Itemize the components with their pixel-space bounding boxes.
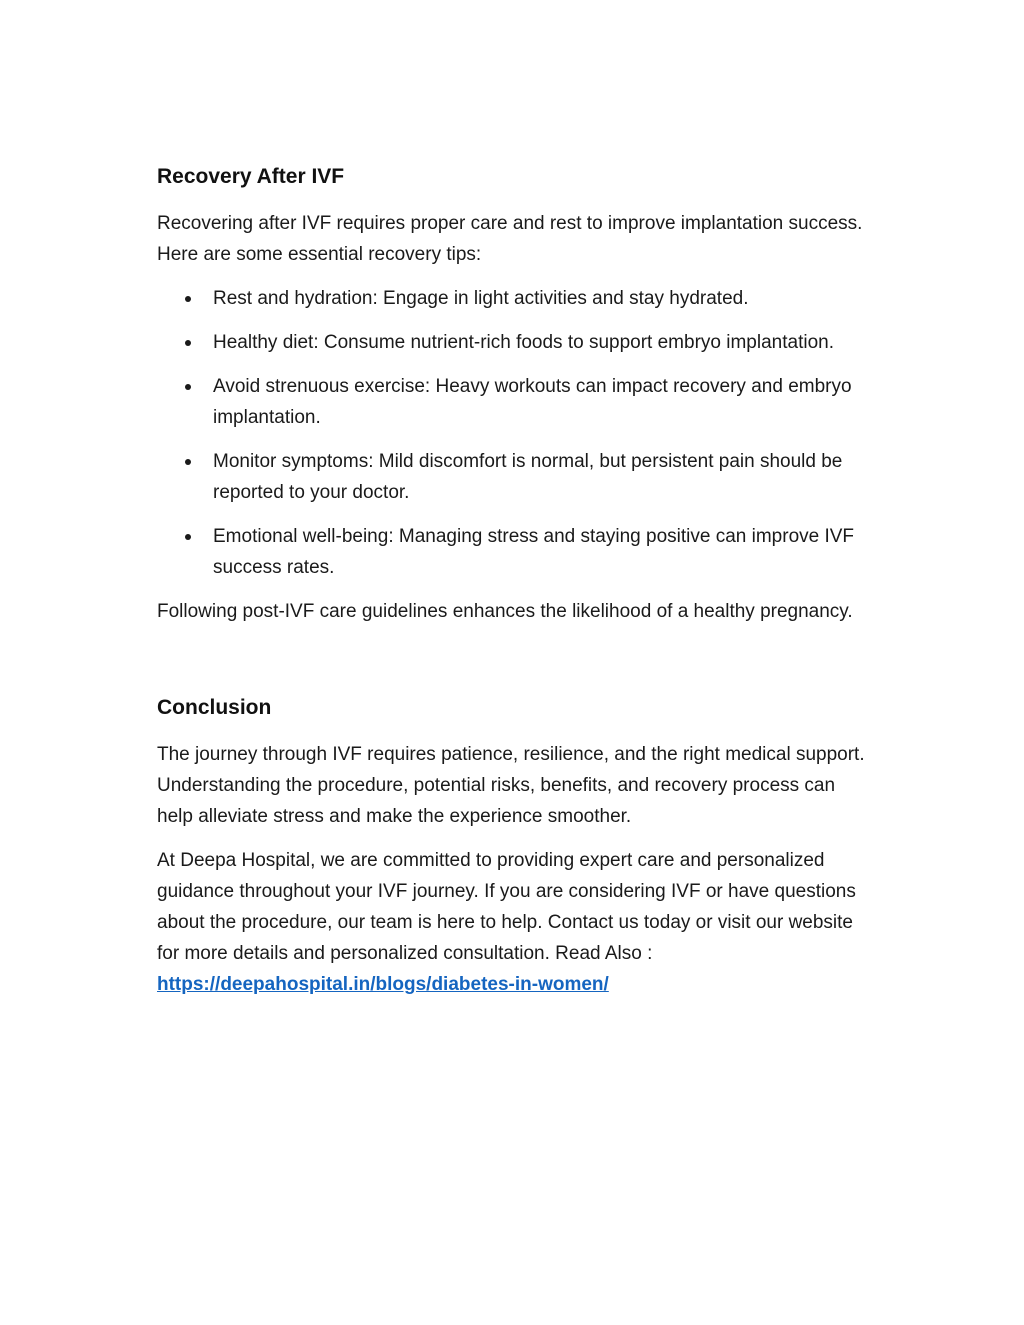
recovery-tips-list <box>157 283 869 583</box>
recovery-intro: Recovering after IVF requires proper care and rest to improve implantation success. Here are some essential recovery tips: <box>157 213 863 265</box>
list-item <box>157 371 869 433</box>
conclusion-cta-paragraph <box>157 845 869 1000</box>
list-item <box>157 283 869 314</box>
tip-text: Rest and hydration: Engage in light activities and stay hydrated. <box>213 288 749 309</box>
list-item <box>157 521 869 583</box>
conclusion-heading: Conclusion <box>157 696 272 719</box>
list-item <box>157 327 869 358</box>
list-item <box>157 446 869 508</box>
tip-text: Monitor symptoms: Mild discomfort is normal, but persistent pain should be reported to your doctor. <box>213 451 843 503</box>
bullet-icon <box>185 459 191 465</box>
bullet-icon <box>185 534 191 540</box>
tip-text: Healthy diet: Consume nutrient-rich foods to support embryo implantation. <box>213 332 834 353</box>
recovery-closing: Following post-IVF care guidelines enhances the likelihood of a healthy pregnancy. <box>157 601 853 622</box>
recovery-heading: Recovery After IVF <box>157 165 345 188</box>
read-also-link[interactable]: https://deepahospital.in/blogs/diabetes-in-women/ <box>157 974 609 995</box>
tip-text: Emotional well-being: Managing stress and staying positive can improve IVF success rates. <box>213 526 855 578</box>
document-page <box>157 162 869 1013</box>
bullet-icon <box>185 340 191 346</box>
bullet-icon <box>185 384 191 390</box>
conclusion-paragraph: The journey through IVF requires patience, resilience, and the right medical support. Understanding the procedure, potential risks, benefits, and recovery process can help alleviate stress and make the experience smoother. <box>157 744 865 827</box>
section-spacer <box>157 640 869 693</box>
cta-text: At Deepa Hospital, we are committed to providing expert care and personalized guidance throughout your IVF journey. If you are considering IVF or have questions about the procedure, our team is here to help. Contact us today or visit our website for more details and personalized consultation. Read Also : <box>157 850 856 964</box>
tip-text: Avoid strenuous exercise: Heavy workouts can impact recovery and embryo implantation. <box>213 376 852 428</box>
bullet-icon <box>185 296 191 302</box>
